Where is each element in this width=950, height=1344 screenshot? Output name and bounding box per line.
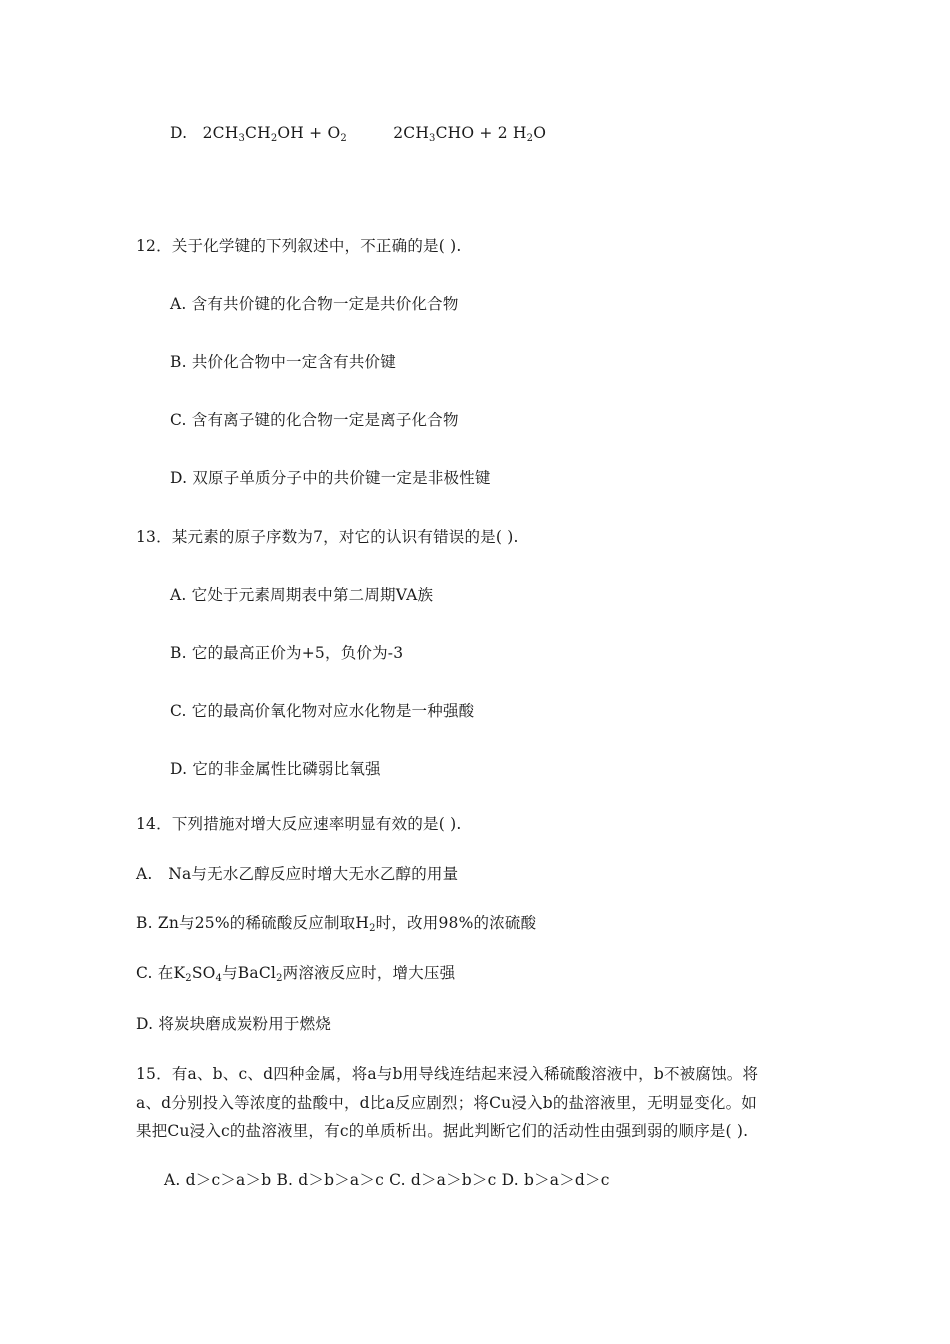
q15-stem-line2: a、d分别投入等浓度的盐酸中，d比a反应剧烈；将Cu浸入b的盐溶液里，无明显变化。如	[136, 1094, 757, 1112]
q15-stem-line3: 果把Cu浸入c的盐溶液里，有c的单质析出。据此判断它们的活动性由强到弱的顺序是( ).	[136, 1122, 749, 1140]
q11-option-d: D. $2CH_3CH_2OH + O_2$ $2CH_3CHO + 2$ $H_2O$	[170, 124, 547, 144]
q14-option-a: A. Na与无水乙醇反应时增大无水乙醇的用量	[136, 865, 459, 883]
q14-stem: 14．下列措施对增大反应速率明显有效的是( ).	[136, 815, 462, 833]
q15-stem-line1: 15．有a、b、c、d四种金属，将a与b用导线连结起来浸入稀硫酸溶液中，b不被腐蚀。将	[136, 1065, 759, 1083]
q14-option-c: C. 在$K_2SO_4$与BaCl$_2$两溶液反应时，增大压强	[136, 964, 456, 984]
q14-option-d: D. 将炭块磨成炭粉用于燃烧	[136, 1015, 332, 1033]
q12-option-c: C. 含有离子键的化合物一定是离子化合物	[170, 411, 459, 429]
q12-stem: 12．关于化学键的下列叙述中，不正确的是( ).	[136, 237, 462, 255]
q13-stem: 13．某元素的原子序数为7，对它的认识有错误的是( ).	[136, 528, 519, 546]
q13-option-c: C. 它的最高价氧化物对应水化物是一种强酸	[170, 702, 475, 720]
q12-option-d: D. 双原子单质分子中的共价键一定是非极性键	[170, 469, 491, 487]
q14-option-b: B. Zn与25%的稀硫酸反应制取$H_2$时，改用98%的浓硫酸	[136, 914, 537, 934]
q13-option-d: D. 它的非金属性比磷弱比氧强	[170, 760, 381, 778]
q13-option-b: B. 它的最高正价为+5，负价为-3	[170, 644, 404, 662]
q12-option-a: A. 含有共价键的化合物一定是共价化合物	[170, 295, 459, 313]
q13-option-a: A. 它处于元素周期表中第二周期VA族	[170, 586, 434, 604]
q12-option-b: B. 共价化合物中一定含有共价键	[170, 353, 396, 371]
q15-options: A. d＞c＞a＞b B. d＞b＞a＞c C. d＞a＞b＞c D. b＞a＞d＞c	[164, 1171, 610, 1189]
option-label: D.	[170, 124, 188, 142]
